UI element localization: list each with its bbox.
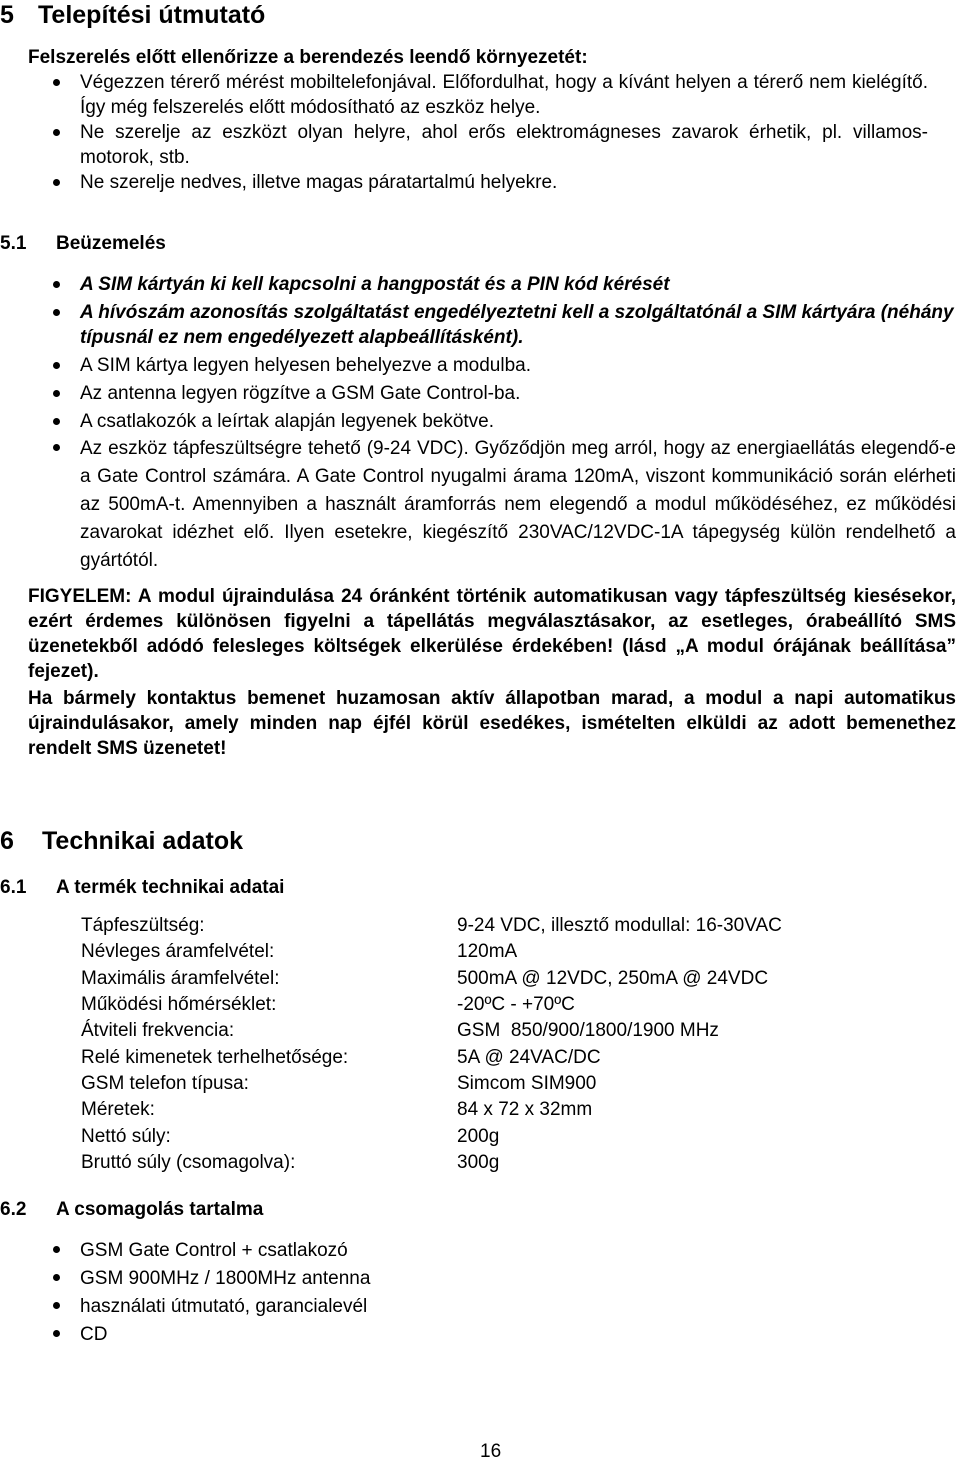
spec-label: Átviteli frekvencia: <box>81 1020 235 1042</box>
spec-label: Bruttó súly (csomagolva): <box>81 1151 296 1173</box>
spec-label: Méretek: <box>81 1099 155 1121</box>
setup-checklist <box>28 272 956 575</box>
spec-value: 120mA <box>457 941 518 963</box>
list-item: A SIM kártyán ki kell kapcsolni a hangpostát és a PIN kód kérését <box>28 272 956 297</box>
list-item: Végezzen térerő mérést mobiltelefonjával. Előfordulhat, hogy a kívánt helyen a térerő nem kielégítő. Így még felszerelés előtt módosítható az eszköz helye. <box>28 70 928 120</box>
spec-value: 300g <box>457 1151 500 1173</box>
list-item: használati útmutató, garancialevél <box>28 1293 728 1321</box>
list-item: A csatlakozók a leírtak alapján legyenek bekötve. <box>28 409 956 434</box>
spec-label: Nettó súly: <box>81 1125 171 1147</box>
section-heading-5-1 <box>0 232 166 256</box>
warning-paragraph: FIGYELEM: A modul újraindulása 24 óránként történik automatikusan vagy tápfeszültség kiesésekor, ezért érdemes különösen figyelni a tápellátás megválasztásakor, az esetleges, órabeállító SMS üzenetekből adódó felesleges költségek elkerülése érdekében! (lásd „A modul órájának beállítása” fejezet). <box>28 586 956 682</box>
table-row <box>81 992 782 1018</box>
spec-value: 84 x 72 x 32mm <box>457 1099 593 1121</box>
spec-value: GSM 850/900/1800/1900 MHz <box>457 1020 719 1042</box>
section-title: A csomagolás tartalma <box>56 1199 264 1220</box>
section-number: 6.2 <box>0 1199 27 1220</box>
environment-checklist <box>28 70 928 195</box>
spec-label: Tápfeszültség: <box>81 915 205 937</box>
spec-label: Működési hőmérséklet: <box>81 994 277 1016</box>
section-title: Technikai adatok <box>42 827 243 855</box>
list-item: GSM Gate Control + csatlakozó <box>28 1237 728 1265</box>
spec-value: Simcom SIM900 <box>457 1072 597 1094</box>
list-item: Ne szerelje nedves, illetve magas páratartalmú helyekre. <box>28 170 928 195</box>
table-row <box>81 966 782 992</box>
section-number: 6.1 <box>0 877 27 898</box>
section-heading-6 <box>0 826 243 856</box>
list-item: A hívószám azonosítás szolgáltatást engedélyeztetni kell a szolgáltatónál a SIM kártyára (néhány típusnál ez nem engedélyezett alapbeállításként). <box>28 300 956 350</box>
list-item: GSM 900MHz / 1800MHz antenna <box>28 1265 728 1293</box>
section-number: 5.1 <box>0 233 27 254</box>
spec-value: 500mA @ 12VDC, 250mA @ 24VDC <box>457 967 769 989</box>
list-item: A SIM kártya legyen helyesen behelyezve a modulba. <box>28 353 956 378</box>
section-title: Telepítési útmutató <box>38 1 266 29</box>
section-title: A termék technikai adatai <box>56 877 285 898</box>
package-contents-list <box>28 1237 728 1349</box>
section-heading-6-2 <box>0 1198 263 1222</box>
section-title: Beüzemelés <box>56 233 166 254</box>
section-heading-5 <box>0 0 265 30</box>
table-row <box>81 1071 782 1097</box>
spec-label: GSM telefon típusa: <box>81 1072 249 1094</box>
spec-value: 9-24 VDC, illesztő modullal: 16-30VAC <box>457 915 782 937</box>
list-item: Az eszköz tápfeszültségre tehető (9-24 VDC). Győződjön meg arról, hogy az energiaellátás elegendő-e a Gate Control számára. A Gate Control nyugalmi árama 120mA, viszont kommunikáció során elérheti az 500mA-t. Amennyiben a használt áramforrás nem elegendő a modul működéséhez, ez működési zavarokat idézhet elő. Ilyen esetekre, kiegészítő 230VAC/12VDC-1A tápegység külön rendelhető a gyártótól. <box>28 435 956 575</box>
spec-value: 200g <box>457 1125 500 1147</box>
spec-label: Maximális áramfelvétel: <box>81 967 280 989</box>
list-item: Ne szerelje az eszközt olyan helyre, ahol erős elektromágneses zavarok érhetik, pl. villamos-motorok, stb. <box>28 120 928 170</box>
table-row <box>81 1150 782 1176</box>
table-row <box>81 913 782 939</box>
spec-value: 5A @ 24VAC/DC <box>457 1046 601 1068</box>
section-heading-6-1 <box>0 876 284 900</box>
spec-label: Relé kimenetek terhelhetősége: <box>81 1046 349 1068</box>
table-row <box>81 1044 782 1070</box>
spec-value: -20ºC - +70ºC <box>457 994 575 1016</box>
list-item: CD <box>28 1321 728 1349</box>
section-number: 6 <box>0 827 14 855</box>
list-item: Az antenna legyen rögzítve a GSM Gate Control-ba. <box>28 381 956 406</box>
table-row <box>81 939 782 965</box>
intro-text: Felszerelés előtt ellenőrizze a berendezés leendő környezetét: <box>28 47 588 68</box>
page-number: 16 <box>480 1441 502 1462</box>
spec-table <box>81 913 782 1176</box>
spec-label: Névleges áramfelvétel: <box>81 941 275 963</box>
table-row <box>81 1097 782 1123</box>
table-row <box>81 1123 782 1149</box>
section-number: 5 <box>0 1 14 29</box>
warning-paragraph: Ha bármely kontaktus bemenet huzamosan aktív állapotban marad, a modul a napi automatikus újraindulásakor, amely minden nap éjfél körül esedékes, ismételten elküldi az adott bemenethez rendelt SMS üzenetet! <box>28 688 956 759</box>
table-row <box>81 1018 782 1044</box>
